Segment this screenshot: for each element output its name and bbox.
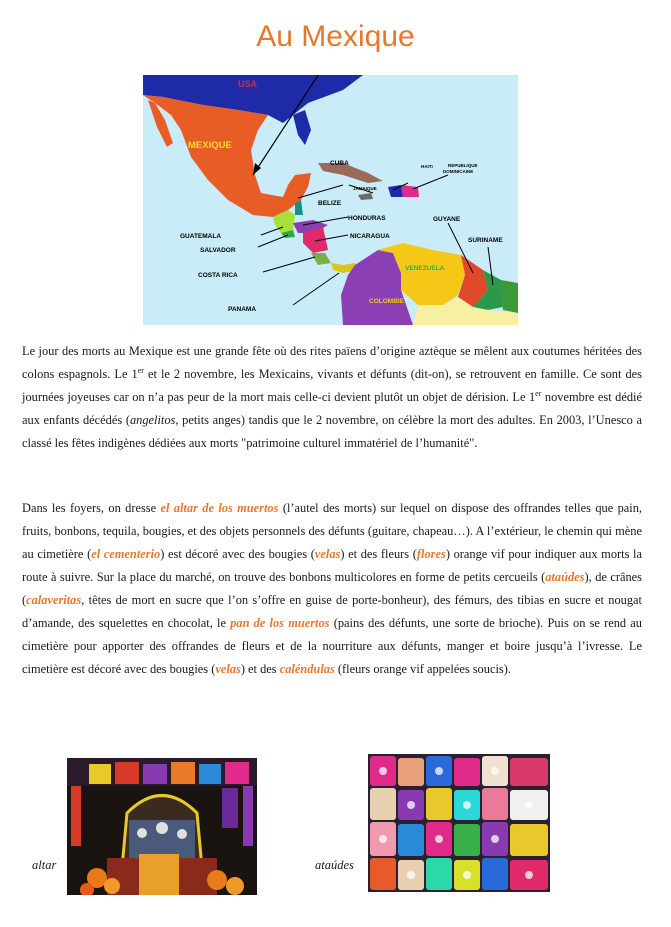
term-ataudes: ataúdes [545,570,585,584]
term-angelitos: angelitos, [129,413,179,427]
label-jamaique: JAMAIQUE [353,186,377,191]
label-belize: BELIZE [318,200,342,207]
label-rep-dom-2: DOMINICAINE [443,169,474,174]
label-mexique: MEXIQUE [188,140,232,151]
label-nicaragua: NICARAGUA [350,233,390,240]
paragraph-intro: Le jour des morts au Mexique est une grande fête où des rites païens d’origine aztèque se mêlent aux coutumes héritées des colons espagnols. Le 1er et le 2 novembre, les Mexicains, vivants et défunts (dit-on), se retrouvent en famille. Ce sont des journées joyeuses car on n’a pas peur de la mort mais celle-ci devient plutôt un objet de dérision. Le 1er novembre est dédié aux enfants décédés (angelitos, petits anges) tandis que le 2 novembre, on célèbre la mort des adultes. En 2003, l’Unesco a classé les fêtes indigènes dédiées aux morts "patrimoine culturel immatériel de l’humanité". [22,344,642,450]
label-venezuela: VENEZUELA [405,265,445,272]
label-panama: PANAMA [228,306,257,313]
term-calaveritas: calaveritas [26,593,82,607]
label-usa: USA [238,79,258,89]
label-cuba: CUBA [330,160,349,167]
caption-altar: altar [32,858,57,872]
term-cementerio: el cementerio [91,547,161,561]
label-guatemala: GUATEMALA [180,233,222,240]
label-rep-dom-1: REPUBLIQUE [448,163,478,168]
label-honduras: HONDURAS [348,215,386,222]
caption-ataudes: ataúdes [315,858,354,872]
label-costa-rica: COSTA RICA [198,272,238,279]
label-suriname: SURINAME [468,237,503,244]
term-flores: flores [416,547,446,561]
label-guyane: GUYANE [433,216,461,223]
label-haiti: HAITI [421,164,433,169]
central-america-map [143,75,518,325]
term-velas: velas [314,547,341,561]
page-title: Au Mexique [256,20,415,53]
label-salvador: SALVADOR [200,247,236,254]
term-calendulas: caléndulas [279,662,335,676]
term-pan: pan de los muertos [230,616,330,630]
term-velas-2: velas [215,662,241,676]
term-altar: el altar de los muertos [160,501,279,515]
ataudes-photo [368,754,550,892]
paragraph-traditions: Dans les foyers, on dresse el altar de los muertos (l’autel des morts) sur lequel on dispose des offrandes telles que pain, fruits, bonbons, tequila, bougies, et des objets personnels des défunts (guitare, chapeau…). A l’extérieur, le chemin qui mène au cimetière (el cementerio) est décoré avec des bougies (velas) et des fleurs (flores) orange vif pour indiquer aux morts la route à suivre. Sur la place du marché, on trouve des bonbons multicolores en forme de petits cercueils (ataúdes), de crânes (calaveritas, têtes de mort en sucre que l’on s’offre en guise de porte-bonheur), des fémurs, des tibias en sucre et nougat d’amande, des squelettes en chocolat, le pan de los muertos (pains des défunts, une sorte de brioche). Puis on se rend au cimetière pour apporter des offrandes de fleurs et de la nourriture aux défunts, manger et boire jusqu’à l’ivresse. Le cimetière est décoré avec des bougies (velas) et des caléndulas (fleurs orange vif appelées soucis). [22,501,642,676]
altar-photo [67,758,257,895]
label-colombie: COLOMBIE [369,298,405,305]
